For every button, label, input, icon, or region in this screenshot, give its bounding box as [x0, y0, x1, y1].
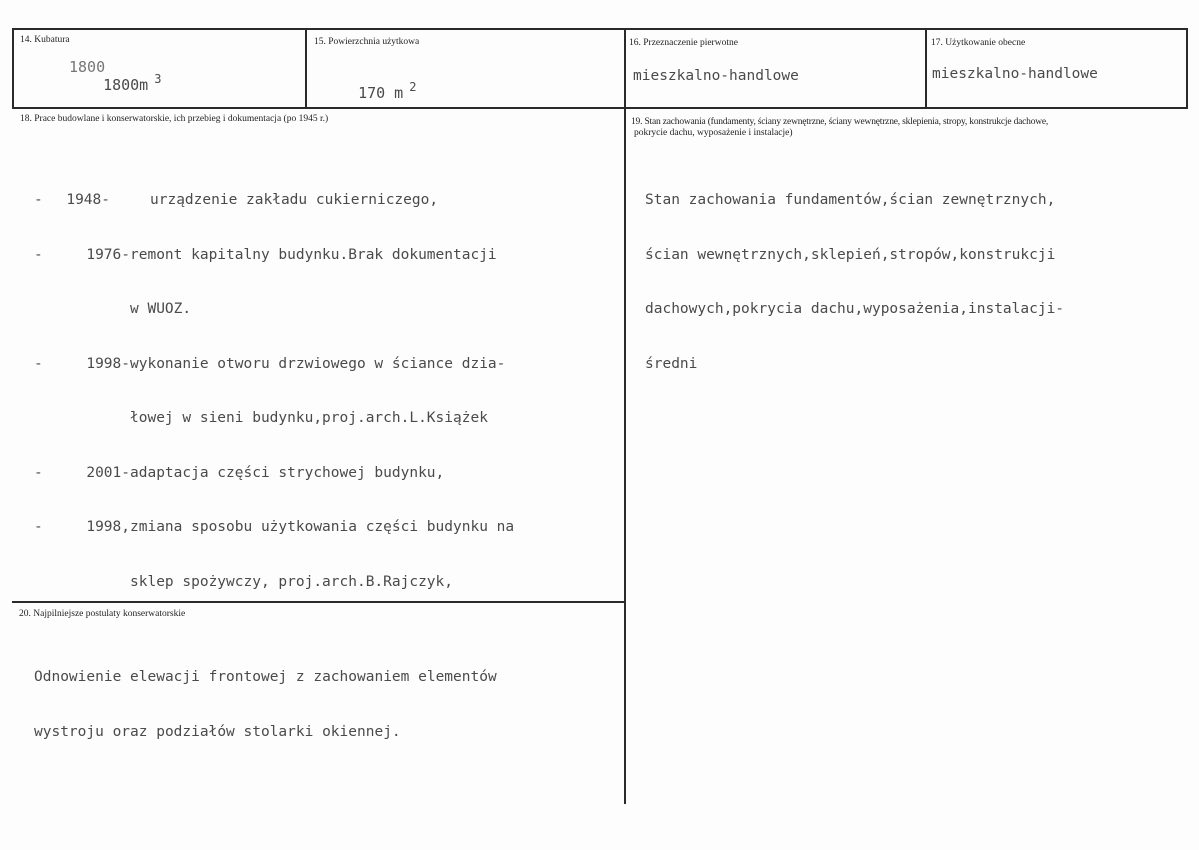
powierzchnia-label: 15. Powierzchnia użytkowa [314, 37, 420, 47]
prace-entry: - 1998-wykonanie otworu drzwiowego w ściance dzia- [34, 355, 506, 372]
kubatura-label: 14. Kubatura [20, 35, 70, 45]
divider-16-17 [925, 28, 927, 109]
kubatura-value [69, 58, 161, 94]
prace-entry: - 1998,zmiana sposobu użytkowania części budynku na [34, 519, 515, 535]
powierzchnia-number: 170 m [358, 84, 404, 102]
uzytkowanie-label: 17. Użytkowanie obecne [931, 38, 1026, 48]
prace-list [34, 154, 514, 609]
stan-label-line2: pokrycie dachu, wyposażenie i instalacje) [634, 128, 793, 138]
postulaty-text [34, 631, 497, 759]
top-border [12, 28, 1188, 30]
stan-label-line1: 19. Stan zachowania (fundamenty, ściany zewnętrzne, ściany wewnętrzne, sklepienia, stropy, konstrukcje dachowe, [631, 117, 1049, 127]
divider-15-16 [624, 28, 626, 804]
stan-line: średni [645, 355, 698, 372]
kubatura-number: 1800m [103, 76, 149, 94]
postulaty-line: Odnowienie elewacji frontowej z zachowaniem elementów [34, 669, 497, 685]
powierzchnia-superscript: 2 [409, 80, 417, 94]
postulaty-label: 20. Najpilniejsze postulaty konserwatorskie [19, 609, 186, 619]
prace-entry: - 1948- urządzenie zakładu cukierniczego, [34, 192, 439, 208]
przeznaczenie-label: 16. Przeznaczenie pierwotne [629, 38, 738, 48]
prace-entry: - 1976-remont kapitalny budynku.Brak dokumentacji [34, 246, 497, 263]
uzytkowanie-value: mieszkalno-handlowe [932, 66, 1098, 82]
kubatura-superscript: 3 [154, 72, 162, 86]
stan-line: Stan zachowania fundamentów,ścian zewnętrznych, [645, 192, 1056, 208]
powierzchnia-value [340, 66, 416, 102]
prace-entry: łowej w sieni budynku,proj.arch.L.Książek [130, 410, 488, 426]
stan-line: ścian wewnętrznych,sklepień,stropów,konstrukcji [645, 246, 1056, 263]
divider-14-15 [305, 28, 307, 109]
kubatura-overtype: 1800 [69, 58, 106, 76]
prace-label: 18. Prace budowlane i konserwatorskie, ich przebieg i dokumentacja (po 1945 r.) [20, 114, 329, 124]
prace-entry: w WUOZ. [130, 301, 192, 317]
stan-text [645, 154, 1064, 391]
przeznaczenie-value: mieszkalno-handlowe [633, 68, 799, 84]
header-divider [12, 107, 1188, 109]
prace-entry: - 2001-adaptacja części strychowej budynku, [34, 464, 445, 481]
postulaty-line: wystroju oraz podziałów stolarki okiennej. [34, 723, 401, 740]
left-border [12, 28, 14, 109]
prace-entry: sklep spożywczy, proj.arch.B.Rajczyk, [130, 573, 454, 590]
stan-line: dachowych,pokrycia dachu,wyposażenia,instalacji- [645, 301, 1065, 317]
right-border [1186, 28, 1188, 109]
